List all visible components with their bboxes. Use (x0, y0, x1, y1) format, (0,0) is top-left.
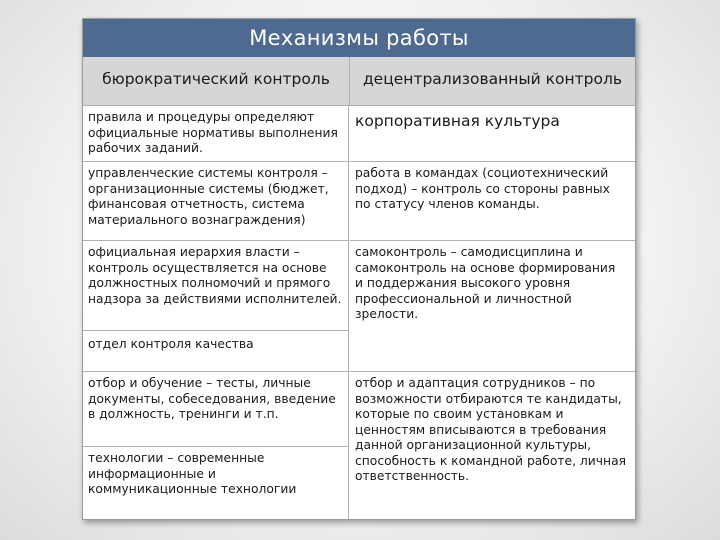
cell-technologies: технологии – современные информационные и коммуникационные технологии (83, 447, 349, 519)
header-bureaucratic-control: бюрократический контроль (83, 57, 350, 106)
cell-teamwork: работа в командах (социотехнический подход) – контроль со стороны равных по статусу членов команды. (350, 162, 635, 241)
header-decentralized-control: децентрализованный контроль (350, 57, 635, 106)
cell-official-hierarchy: официальная иерархия власти – контроль осуществляется на основе должностных полномочий и прямого надзора за действиями исполнителей. (83, 241, 349, 331)
cell-management-control-systems: управленческие системы контроля – организационные системы (бюджет, финансовая отчетность, система материального вознаграждения) (83, 162, 349, 241)
cell-quality-control-department: отдел контроля качества (83, 331, 349, 372)
mechanisms-table (82, 18, 636, 520)
cell-corporate-culture: корпоративная культура (350, 106, 635, 162)
cell-self-control: самоконтроль – самодисциплина и самоконтроль на основе формирования и поддержания высокого уровня профессиональной и личностной зрелости. (350, 241, 635, 372)
cell-selection-adaptation: отбор и адаптация сотрудников – по возможности отбираются те кандидаты, которые по своим установкам и ценностям вписываются в требования данной организационной культуры, способность к командной работе, личная ответственность. (355, 376, 627, 483)
table-title: Механизмы работы (83, 19, 635, 57)
cell-rules-procedures: правила и процедуры определяют официальные нормативы выполнения рабочих заданий. (83, 106, 349, 162)
cell-selection-training: отбор и обучение – тесты, личные документы, собеседования, введение в должность, тренинги и т.п. (83, 372, 349, 447)
